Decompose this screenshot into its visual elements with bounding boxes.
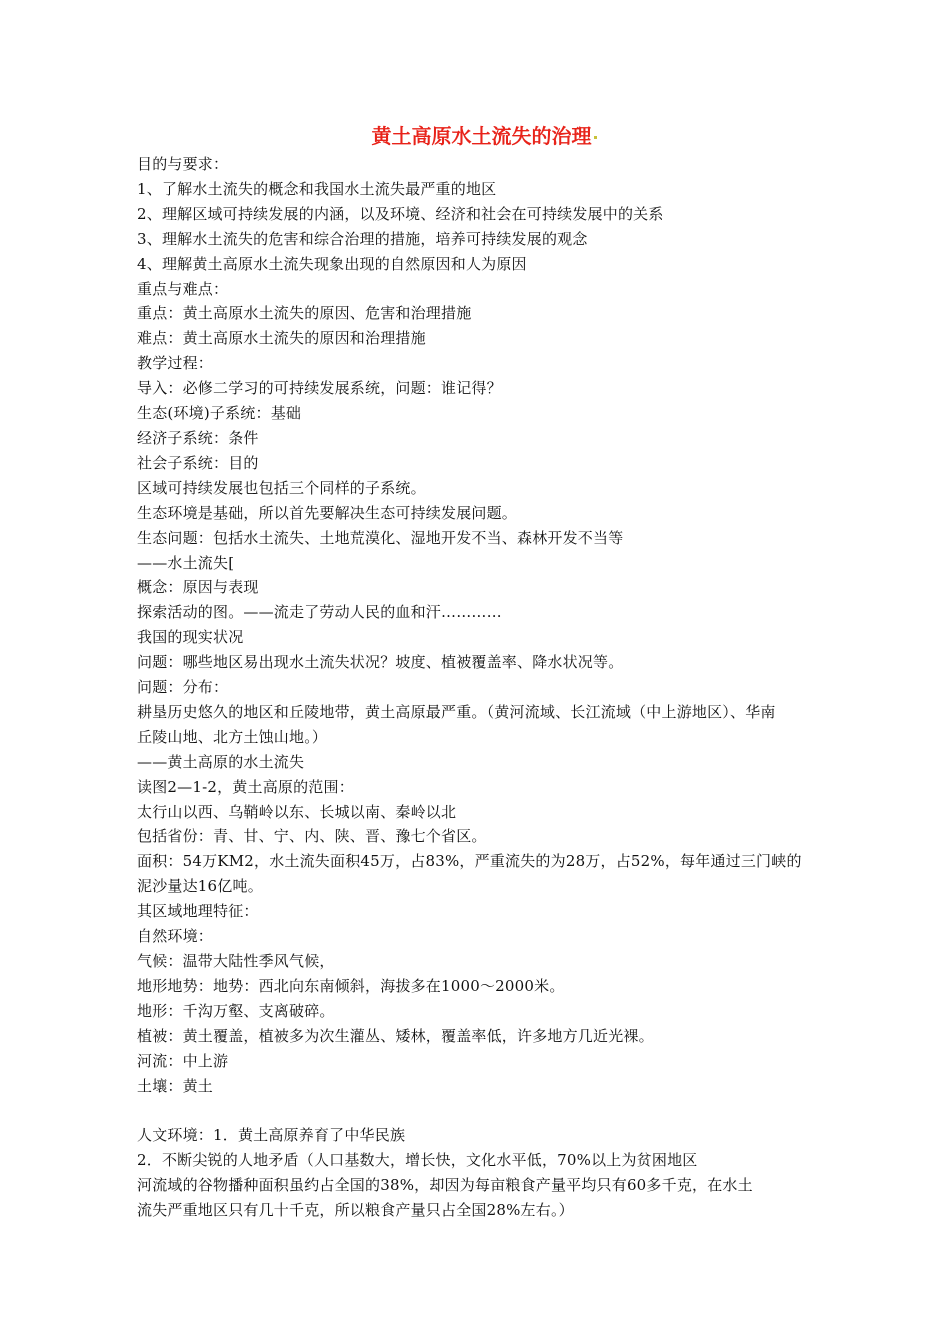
text-line: 气候：温带大陆性季风气候， — [137, 952, 335, 970]
text-line: 探索活动的图。——流走了劳动人民的血和汗………… — [137, 603, 502, 622]
text-line: 人文环境：1．黄土高原养育了中华民族 — [137, 1126, 406, 1145]
text-line: 地形：千沟万壑、支离破碎。 — [137, 1001, 335, 1020]
text-line: 读图2—1-2，黄土高原的范围： — [137, 777, 354, 796]
text-line: 河流：中上游 — [137, 1051, 229, 1070]
text-line: 丘陵山地、北方土蚀山地。） — [137, 727, 328, 746]
text-line: 地形地势：地势：西北向东南倾斜，海拔多在1000～2000米。 — [137, 976, 565, 995]
text-line: 泥沙量达16亿吨。 — [137, 877, 263, 896]
text-line: 面积：54万KM2，水土流失面积45万，占83%，严重流失的为28万，占52%，每年通过三门峡的 — [137, 852, 802, 871]
text-line: 2、理解区域可持续发展的内涵，以及环境、经济和社会在可持续发展中的关系 — [137, 204, 664, 223]
text-line: 问题：哪些地区易出现水土流失状况？坡度、植被覆盖率、降水状况等。 — [137, 653, 624, 672]
text-line: 植被：黄土覆盖，植被多为次生灌丛、矮林，覆盖率低，许多地方几近光裸。 — [137, 1026, 654, 1045]
blank-line — [137, 1098, 817, 1123]
text-line: 生态环境是基础，所以首先要解决生态可持续发展问题。 — [137, 503, 518, 522]
text-line: ——水土流失[ — [137, 553, 235, 572]
text-line: 包括省份：青、甘、宁、内、陕、晋、豫七个省区。 — [137, 827, 487, 846]
text-line: 2．不断尖锐的人地矛盾（人口基数大，增长快，文化水平低，70%以上为贫困地区 — [137, 1151, 698, 1170]
document-title: 黄土高原水土流失的治理 — [137, 122, 817, 152]
text-line: 自然环境： — [137, 927, 214, 946]
text-line: 其区域地理特征： — [137, 902, 259, 921]
text-line: 问题：分布： — [137, 678, 229, 697]
text-line: 1、了解水土流失的概念和我国水土流失最严重的地区 — [137, 179, 497, 198]
scan-speck — [594, 136, 597, 139]
text-line: 3、理解水土流失的危害和综合治理的措施，培养可持续发展的观念 — [137, 229, 588, 248]
text-line: 4、理解黄土高原水土流失现象出现的自然原因和人为原因 — [137, 254, 527, 273]
text-line: 目的与要求： — [137, 155, 229, 173]
document-page — [137, 122, 817, 1223]
text-line: 河流域的谷物播种面积虽约占全国的38%，却因为每亩粮食产量平均只有60多千克，在水土 — [137, 1176, 753, 1195]
text-line: 重点：黄土高原水土流失的原因、危害和治理措施 — [137, 304, 472, 323]
text-line: 流失严重地区只有几十千克，所以粮食产量只占全国28%左右。） — [137, 1201, 574, 1220]
text-line: 生态(环境)子系统：基础 — [137, 404, 302, 423]
text-line: 土壤：黄土 — [137, 1076, 214, 1095]
text-line: 概念：原因与表现 — [137, 578, 259, 597]
text-line: 生态问题：包括水土流失、土地荒漠化、湿地开发不当、森林开发不当等 — [137, 528, 624, 547]
text-line: 太行山以西、乌鞘岭以东、长城以南、秦岭以北 — [137, 802, 457, 821]
text-line: 耕垦历史悠久的地区和丘陵地带，黄土高原最严重。（黄河流域、长江流域（中上游地区）、华南 — [137, 702, 776, 721]
text-line: 经济子系统：条件 — [137, 428, 259, 447]
text-line: 区域可持续发展也包括三个同样的子系统。 — [137, 478, 426, 497]
text-line: 难点：黄土高原水土流失的原因和治理措施 — [137, 329, 426, 348]
text-line: 我国的现实状况 — [137, 628, 244, 647]
text-line: 教学过程： — [137, 354, 214, 373]
text-line: 重点与难点： — [137, 279, 229, 298]
text-line: 导入：必修二学习的可持续发展系统，问题：谁记得？ — [137, 379, 502, 398]
text-line: 社会子系统：目的 — [137, 453, 259, 472]
text-line: ——黄土高原的水土流失 — [137, 752, 305, 771]
document-body — [137, 152, 817, 1223]
